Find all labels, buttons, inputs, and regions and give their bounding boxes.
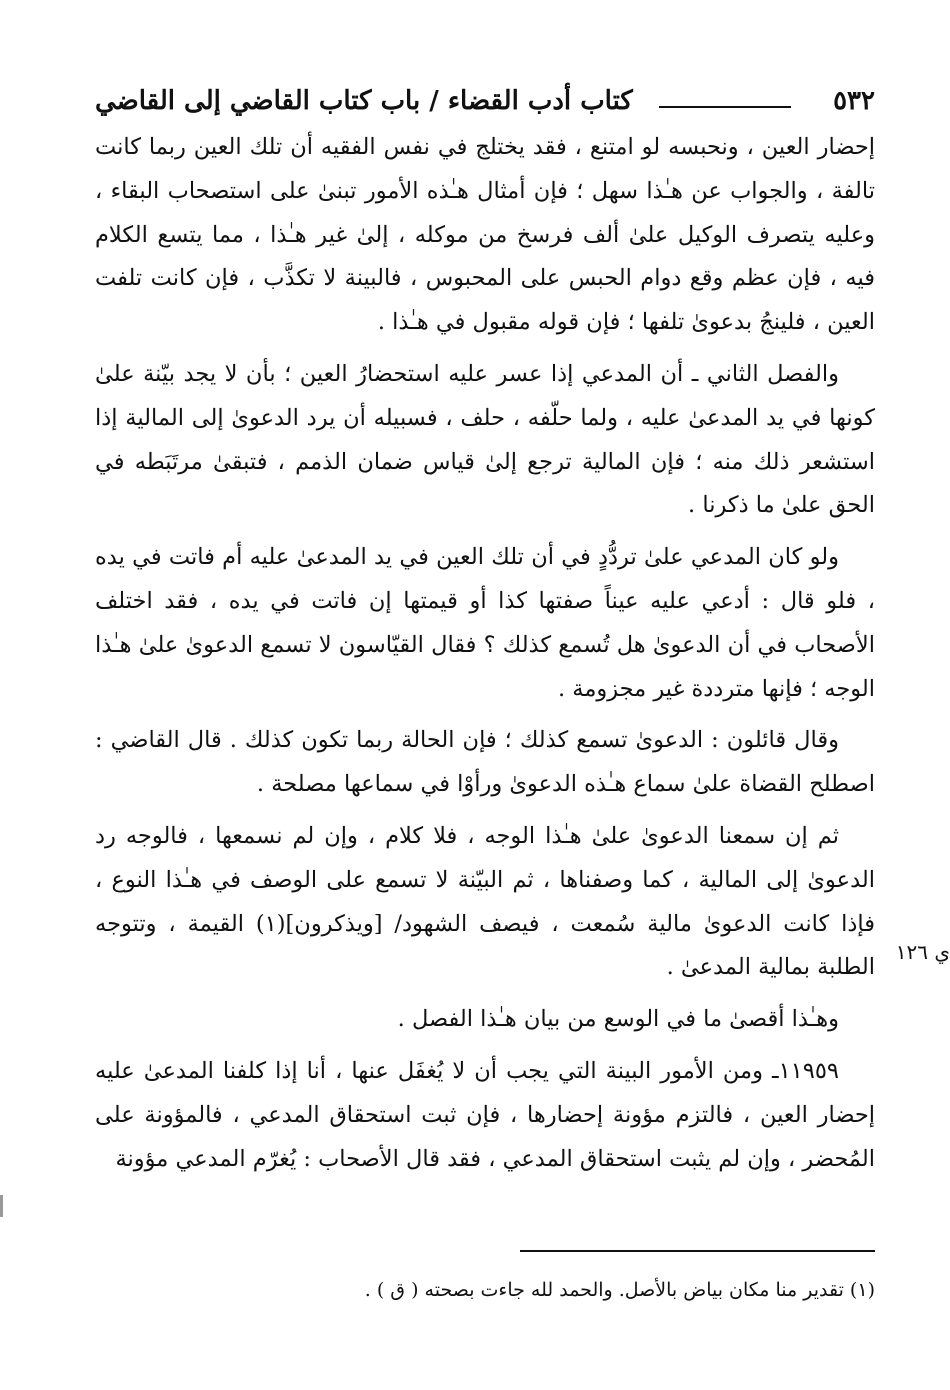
running-header xyxy=(95,82,875,122)
paragraph-6: وهـٰذا أقصىٰ ما في الوسع من بيان هـٰذا الفصل . xyxy=(397,1006,839,1033)
page-number: ٥٣٢ xyxy=(833,86,875,116)
header-title: كتاب أدب القضاء / باب كتاب القاضي إلى القاضي xyxy=(95,86,633,116)
paragraph-5: ثم إن سمعنا الدعوىٰ علىٰ هـٰذا الوجه ، فلا كلام ، وإن لم نسمعها ، فالوجه رد الدعوىٰ إلى المالية ، كما وصفناها ، ثم البيّنة لا تسمع على الوصف في هـٰذا النوع ، فإذا كانت الدعوىٰ مالية سُمعت ، فيصف الشهود/ [ويذكرون](١) القيمة ، وتتوجه الطلبة بمالية المدعىٰ . xyxy=(95,822,875,981)
paragraph-7: ١١٩٥٩ـ ومن الأمور البينة التي يجب أن لا يُغفَل عنها ، أنا إذا كلفنا المدعىٰ عليه إحضار العين ، فالتزم مؤونة إحضارها ، فإن ثبت استحقاق المدعي ، فالمؤونة على المُحضر ، وإن لم يثبت استحقاق المدعي ، فقد قال الأصحاب : يُغرّم المدعي مؤونة xyxy=(95,1057,875,1172)
paragraph-2: والفصل الثاني ـ أن المدعي إذا عسر عليه استحضارُ العين ؛ بأن لا يجد بيّنة علىٰ كونها في يد المدعىٰ عليه ، ولما حلّفه ، حلف ، فسبيله أن يرد الدعوىٰ إلى المالية إذا استشعر ذلك منه ؛ فإن المالية ترجع إلىٰ قياس ضمان الذمم ، فتبقىٰ مرتَبَطه في الحق علىٰ ما ذكرنا . xyxy=(95,360,875,519)
footnote-rule xyxy=(520,1250,875,1252)
body-text xyxy=(95,126,875,1189)
paragraph-3: ولو كان المدعي علىٰ تردُّدٍ في أن تلك العين في يد المدعىٰ عليه أم فاتت في يده ، فلو قال : أدعي عليه عيناً صفتها كذا أو قيمتها إن فاتت في يده ، فقد اختلف الأصحاب في أن الدعوىٰ هل تُسمع كذلك ؟ فقال القيّاسون لا تسمع الدعوىٰ علىٰ هـٰذا الوجه ؛ فإنها مترددة غير مجزومة . xyxy=(95,544,875,702)
footnote: (١) تقدير منا مكان بياض بالأصل. والحمد لله جاءت بصحته ( ق ) . xyxy=(364,1279,875,1301)
paragraph-4: وقال قائلون : الدعوىٰ تسمع كذلك ؛ فإن الحالة ربما تكون كذلك . قال القاضي : اصطلح القضاة علىٰ سماع هـٰذه الدعوىٰ ورأوْا في سماعها مصلحة . xyxy=(95,727,875,798)
header-rule xyxy=(659,106,791,108)
manuscript-folio-note: ي ١٢٦ xyxy=(895,940,950,964)
paragraph-1: إحضار العين ، ونحبسه لو امتنع ، فقد يختلج في نفس الفقيه أن تلك العين ربما كانت تالفة ، والجواب عن هـٰذا سهل ؛ فإن أمثال هـٰذه الأمور تبنىٰ على استصحاب البقاء ، وعليه يتصرف الوكيل علىٰ ألف فرسخ من موكله ، إلىٰ غير هـٰذا ، مما يتسع الكلام فيه ، فإن عظم وقع دوام الحبس على المحبوس ، فالبينة لا تكذَّب ، فإن كانت تلفت العين ، فلينجُ بدعوىٰ تلفها ؛ فإن قوله مقبول في هـٰذا . xyxy=(95,134,875,336)
scan-margin-mark xyxy=(0,1195,3,1217)
